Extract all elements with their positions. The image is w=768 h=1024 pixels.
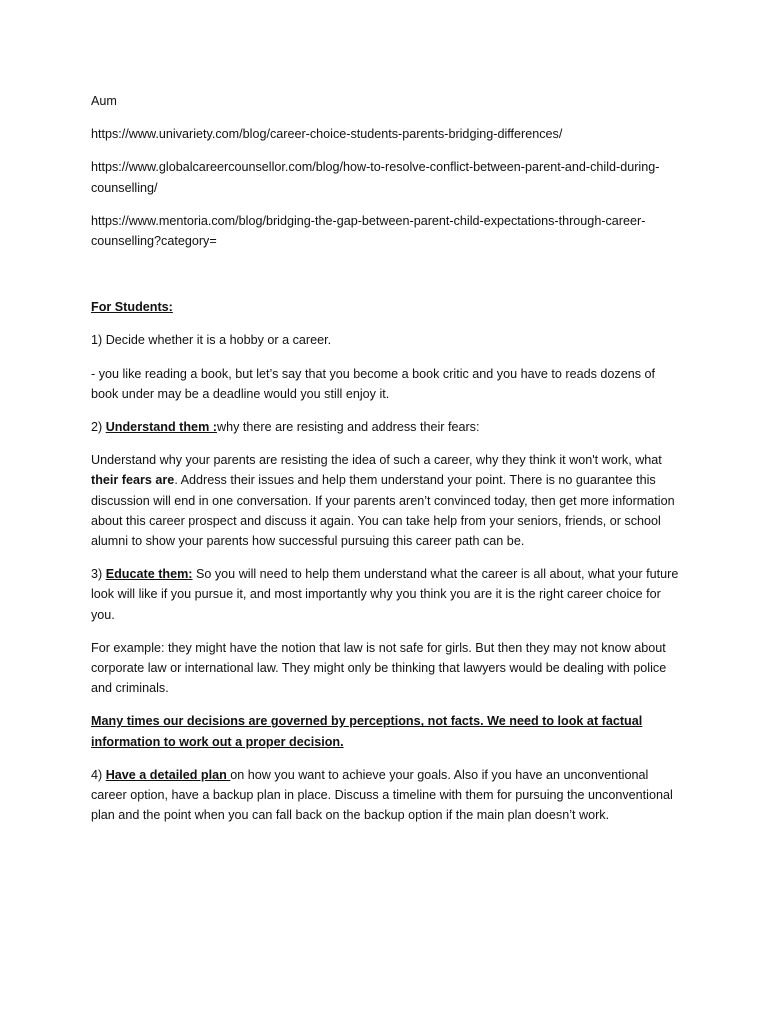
reference-link-3[interactable]: https://www.mentoria.com/blog/bridging-the-gap-between-parent-child-expectations-through-career-counselling?category= xyxy=(91,213,646,249)
point-3-example: For example: they might have the notion that law is not safe for girls. But then they may not know about corporate law or international law. They might only be thinking that lawyers would be dealing with police and criminals. xyxy=(91,640,667,696)
point-3 xyxy=(91,564,683,625)
header-word: Aum xyxy=(91,94,117,108)
point-2 xyxy=(91,417,683,437)
point-2-number: 2) xyxy=(91,420,106,435)
point-1-example: - you like reading a book, but let’s say that you become a book critic and you have to reads dozens of book under may be a deadline would you still enjoy it. xyxy=(91,366,656,401)
point-4-heading: Have a detailed plan xyxy=(105,767,231,782)
point-4-number: 4) xyxy=(91,767,106,782)
point-2-text: why there are resisting and address their fears: xyxy=(216,420,480,435)
point-3-heading: Educate them: xyxy=(105,567,193,582)
section-title: For Students: xyxy=(91,300,173,315)
point-3-text: So you will need to help them understand what the career is all about, what your future look will like if you pursue it, and most importantly why you think you are it is the right career choice for you. xyxy=(91,567,679,622)
key-insight: Many times our decisions are governed by perceptions, not facts. We need to look at factual information to work out a proper decision. xyxy=(91,714,643,749)
reference-link-1[interactable]: https://www.univariety.com/blog/career-choice-students-parents-bridging-differences/ xyxy=(91,127,563,142)
point-1: 1) Decide whether it is a hobby or a career. xyxy=(91,333,332,348)
spacer xyxy=(91,264,683,297)
point-2-details xyxy=(91,450,683,551)
point-2-details-a: Understand why your parents are resisting the idea of such a career, why they think it won't work, what xyxy=(91,453,662,468)
point-2-heading: Understand them : xyxy=(105,420,217,435)
point-2-details-bold: their fears are xyxy=(91,473,175,488)
point-3-number: 3) xyxy=(91,567,106,582)
document-page xyxy=(91,91,683,838)
reference-link-2[interactable]: https://www.globalcareercounsellor.com/blog/how-to-resolve-conflict-between-parent-and-child-during-counselling/ xyxy=(91,160,660,195)
point-2-details-b: . Address their issues and help them understand your point. There is no guarantee this discussion will end in one conversation. If your parents aren’t convinced today, then get more information about this career prospect and discuss it again. You can take help from your seniors, friends, or school alumni to show your parents how successful pursuing this career path can be. xyxy=(91,473,675,549)
point-4-text: on how you want to achieve your goals. Also if you have an unconventional career option, have a backup plan in place. Discuss a timeline with them for pursuing the unconventional plan and the point when you can fall back on the backup option if the main plan doesn’t work. xyxy=(91,767,673,823)
point-4 xyxy=(91,765,683,826)
